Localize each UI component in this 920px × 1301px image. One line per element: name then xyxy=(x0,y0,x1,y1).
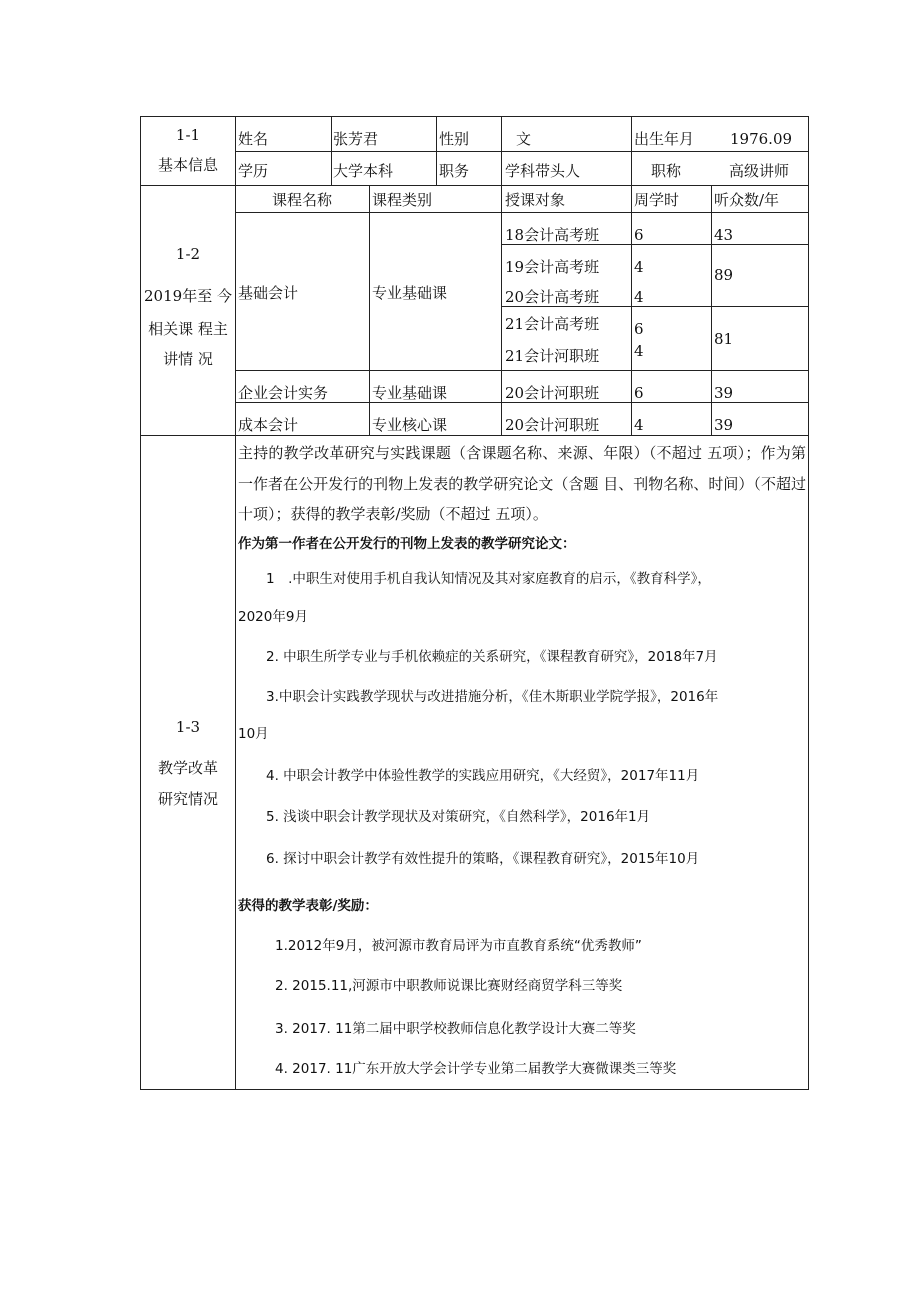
paper-item-2: 2. 中职生所学专业与手机依赖症的关系研究，《课程教育研究》，2018年7月 xyxy=(266,649,718,665)
name-value: 张芳君 xyxy=(333,130,379,148)
section-number-1-1: 1-1 xyxy=(175,126,201,144)
section-number-1-2: 1-2 xyxy=(175,245,201,263)
section-number-1-3: 1-3 xyxy=(175,718,201,736)
course2-target: 20会计河职班 xyxy=(505,384,600,402)
header-target: 授课对象 xyxy=(505,191,566,209)
course1-audience-4: 81 xyxy=(714,330,734,348)
paper-item-3: 3.中职会计实践教学现状与改进措施分析，《佳木斯职业学院学报》，2016年 xyxy=(266,689,719,705)
section-title-line1: 2019年至 今 xyxy=(144,287,232,305)
course1-name: 基础会计 xyxy=(238,284,299,302)
title-label: 职称 xyxy=(651,162,682,180)
course1-hours-2: 4 xyxy=(634,258,644,276)
header-course-category: 课程类别 xyxy=(372,191,433,209)
course2-category: 专业基础课 xyxy=(372,384,448,402)
section-title-line2: 相关课 程主 xyxy=(148,320,228,338)
header-audience: 听众数/年 xyxy=(714,191,780,209)
course2-hours: 6 xyxy=(634,384,644,402)
award-item-1: 1.2012年9月，被河源市教育局评为市直教育系统“优秀教师” xyxy=(275,938,642,954)
position-label: 职务 xyxy=(439,162,470,180)
gender-label: 性别 xyxy=(439,130,470,148)
course1-hours-4: 6 xyxy=(634,320,644,338)
course2-audience: 39 xyxy=(714,384,734,402)
award-item-2: 2. 2015.11,河源市中职教师说课比赛财经商贸学科三等奖 xyxy=(275,978,623,994)
paper-item-5: 5. 浅谈中职会计教学现状及对策研究，《自然科学》，2016年1月 xyxy=(266,809,651,825)
birth-label: 出生年月 xyxy=(634,130,695,148)
course1-audience-2: 89 xyxy=(714,266,734,284)
header-weekly-hours: 周学时 xyxy=(634,191,680,209)
header-course-name: 课程名称 xyxy=(272,191,333,209)
course1-category: 专业基础课 xyxy=(372,284,448,302)
instructions-paragraph: 主持的教学改革研究与实践课题（含课题名称、来源、年限）（不超过 五项）；作为第一作者在公开发行的刊物上发表的教学研究论文（含题 目、刊物名称、时间）（不超过十项）；获得的教学表彰/奖励（不超过 五项）。 xyxy=(238,444,806,523)
position-value: 学科带头人 xyxy=(505,162,581,180)
course1-hours-1: 6 xyxy=(634,226,644,244)
course1-audience-1: 43 xyxy=(714,226,734,244)
paper-item-1: 1 .中职生对使用手机自我认知情况及其对家庭教育的启示，《教育科学》， xyxy=(266,571,711,587)
gender-value: 文 xyxy=(516,130,532,148)
award-item-4: 4. 2017. 11广东开放大学会计学专业第二届教学大赛微课类三等奖 xyxy=(275,1061,677,1077)
section-title-line3: 讲情 况 xyxy=(163,350,213,368)
paper-item-1-cont: 2020年9月 xyxy=(238,609,308,625)
course3-name: 成本会计 xyxy=(238,416,299,434)
education-label: 学历 xyxy=(238,162,269,180)
papers-heading: 作为第一作者在公开发行的刊物上发表的教学研究论文： xyxy=(238,536,576,552)
course3-target: 20会计河职班 xyxy=(505,416,600,434)
course1-hours-5: 4 xyxy=(634,342,644,360)
course1-hours-3: 4 xyxy=(634,288,644,306)
title-value: 高级讲师 xyxy=(729,162,790,180)
section-title-line1: 教学改革 xyxy=(157,759,218,777)
course1-target-3: 20会计高考班 xyxy=(505,288,600,306)
education-value: 大学本科 xyxy=(333,162,394,180)
course1-target-5: 21会计河职班 xyxy=(505,347,600,365)
paper-item-6: 6. 探讨中职会计教学有效性提升的策略，《课程教育研究》，2015年10月 xyxy=(266,851,700,867)
section-title-basic-info: 基本信息 xyxy=(157,156,218,174)
course1-target-4: 21会计高考班 xyxy=(505,315,600,333)
course3-audience: 39 xyxy=(714,416,734,434)
course1-target-2: 19会计高考班 xyxy=(505,258,600,276)
section-title-line2: 研究情况 xyxy=(157,790,218,808)
course2-name: 企业会计实务 xyxy=(238,384,329,402)
course3-category: 专业核心课 xyxy=(372,416,448,434)
paper-item-4: 4. 中职会计教学中体验性教学的实践应用研究，《大经贸》，2017年11月 xyxy=(266,768,700,784)
name-label: 姓名 xyxy=(238,130,269,148)
award-item-3: 3. 2017. 11第二届中职学校教师信息化教学设计大赛二等奖 xyxy=(275,1021,636,1037)
birth-value: 1976.09 xyxy=(730,130,793,148)
course1-target-1: 18会计高考班 xyxy=(505,226,600,244)
awards-heading: 获得的教学表彰/奖励： xyxy=(238,898,378,914)
paper-item-3-cont: 10月 xyxy=(238,726,269,742)
course3-hours: 4 xyxy=(634,416,644,434)
